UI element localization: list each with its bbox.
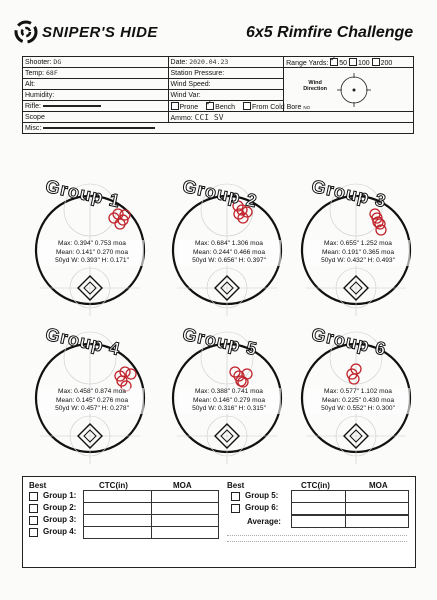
target-group-4 [26,318,150,464]
logo [14,20,164,46]
stat-wh: 50yd W: 0.393" H: 0.171" [55,257,129,265]
best-checkbox[interactable] [231,504,240,513]
group-stats [306,388,410,414]
ctc-header-left: CTC(in) [99,481,128,490]
summary-group-label: Group 6: [245,503,279,512]
prone-checkbox[interactable] [171,102,179,110]
group-stats [40,388,144,414]
group-label: Group 4 [43,324,123,360]
target-group-3 [292,170,416,316]
moa-header-left: MOA [173,481,192,490]
best-checkbox[interactable] [29,492,38,501]
shooter-field[interactable]: Shooter: DG [23,57,169,68]
average-moa-field[interactable] [345,515,409,528]
target-group-5 [163,318,287,464]
best-checkbox[interactable] [29,528,38,537]
group-label: Group 1 [43,176,123,212]
range-200-checkbox[interactable] [372,58,380,66]
stat-max: Max: 0.577" 1.102 moa [324,388,392,395]
position-field[interactable]: Prone ✓ Bench From Cold Bore NO [168,101,413,112]
alt-field[interactable]: Alt: [23,79,169,90]
shot-hole [109,213,119,223]
moa-field[interactable] [345,502,409,515]
best-checkbox[interactable] [29,504,38,513]
summary-panel [22,476,416,568]
stat-max: Max: 0.394" 0.753 moa [58,240,126,247]
humidity-field[interactable]: Humidity: [23,90,169,101]
rifle-redacted [43,105,101,107]
shot-hole [126,369,136,379]
shot-hole [230,367,240,377]
misc-field[interactable]: Misc: [23,123,414,134]
stat-mean: Mean: 0.141" 0.270 moa [56,248,128,256]
stat-max: Max: 0.684" 1.306 moa [195,240,263,247]
best-label-right: Best [227,481,245,490]
group-label: Group 2 [180,176,260,212]
page-title: 6x5 Rimfire Challenge [246,24,414,41]
stat-wh: 50yd W: 0.656" H: 0.397" [192,257,266,265]
ctc-field[interactable] [83,526,153,539]
ctc-header-right: CTC(in) [301,481,330,490]
target-group-1 [26,170,150,316]
stat-wh: 50yd W: 0.457" H: 0.278" [55,405,129,413]
range-field[interactable]: Range Yards: ✓ 50 100 200 [284,57,414,68]
wind-compass-icon [334,70,374,110]
wind-var-field[interactable]: Wind Var: [168,90,284,101]
summary-group-label: Group 1: [43,491,77,500]
ammo-value: CCI SV [194,112,224,122]
range-100-checkbox[interactable] [349,58,357,66]
fine-print [227,533,407,544]
wind-direction-label: Wind Direction [303,80,328,92]
wind-direction-cell[interactable] [284,68,414,112]
best-checkbox[interactable] [29,516,38,525]
logo-swirl-icon [14,20,38,44]
stat-wh: 50yd W: 0.552" H: 0.300" [321,405,395,413]
average-label: Average: [247,517,281,526]
stat-mean: Mean: 0.145" 0.276 moa [56,396,128,404]
cold-bore-value: NO [303,104,311,110]
target-group-6 [292,318,416,464]
stat-max: Max: 0.655" 1.252 moa [324,240,392,247]
group-stats [40,240,144,266]
bench-checkbox[interactable] [206,102,214,110]
best-checkbox[interactable] [231,492,240,501]
group-stats [177,240,281,266]
stat-mean: Mean: 0.191" 0.365 moa [322,248,394,256]
logo-text: SNIPER'S HIDE [42,24,158,41]
summary-group-label: Group 4: [43,527,77,536]
stat-mean: Mean: 0.244" 0.466 moa [193,248,265,256]
group-label: Group 3 [309,176,389,212]
moa-field[interactable] [151,526,219,539]
shooter-value: DG [53,58,62,66]
misc-redacted [43,127,155,129]
average-ctc-field[interactable] [291,515,347,528]
stat-max: Max: 0.458" 0.874 moa [58,388,126,395]
date-field[interactable]: Date: 2020.04.23 [168,57,284,68]
moa-header-right: MOA [369,481,388,490]
date-value: 2020.04.23 [189,58,229,66]
group-stats [306,240,410,266]
station-pressure-field[interactable]: Station Pressure: [168,68,284,79]
cold-bore-checkbox[interactable] [243,102,251,110]
temp-field[interactable]: Temp: 68F [23,68,169,79]
scope-field[interactable]: Scope [23,112,169,123]
ctc-field[interactable] [291,502,347,515]
range-50-checkbox[interactable] [330,58,338,66]
stat-mean: Mean: 0.146" 0.279 moa [193,396,265,404]
group-label: Group 5 [180,324,260,360]
stat-mean: Mean: 0.225" 0.430 moa [322,396,394,404]
stat-wh: 50yd W: 0.316" H: 0.315" [192,405,266,413]
target-group-2 [163,170,287,316]
wind-speed-field[interactable]: Wind Speed: [168,79,284,90]
group-stats [177,388,281,414]
temp-value: 68F [46,69,58,77]
summary-group-label: Group 5: [245,491,279,500]
ammo-field[interactable]: Ammo: CCI SV [168,112,413,123]
stat-max: Max: 0.388" 0.741 moa [195,388,263,395]
stat-wh: 50yd W: 0.432" H: 0.493" [321,257,395,265]
info-form [22,56,414,134]
summary-group-label: Group 3: [43,515,77,524]
best-label-left: Best [29,481,47,490]
summary-group-label: Group 2: [43,503,77,512]
group-label: Group 6 [309,324,389,360]
rifle-field[interactable]: Rifle: [23,101,169,112]
